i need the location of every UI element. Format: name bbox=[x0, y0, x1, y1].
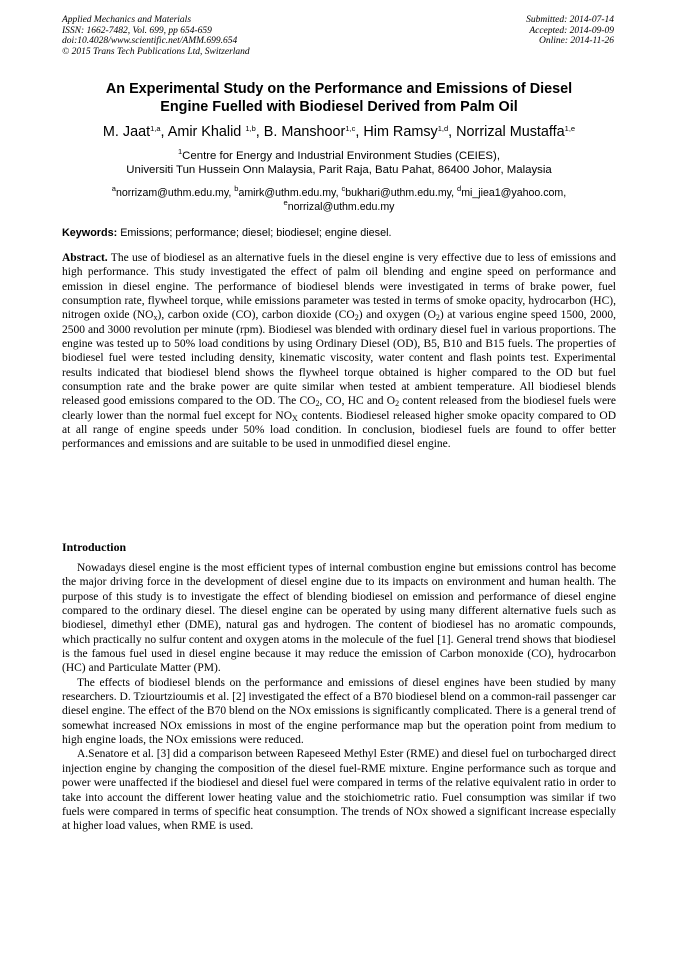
author-name: B. Manshoor bbox=[263, 124, 346, 140]
journal-issn: ISSN: 1662-7482, Vol. 699, pp 654-659 bbox=[62, 25, 212, 36]
author-list bbox=[30, 123, 648, 141]
abstract-text: ), carbon oxide (CO), carbon dioxide (CO bbox=[157, 309, 355, 322]
email-line-2 bbox=[40, 200, 638, 214]
author-name: Amir Khalid bbox=[167, 124, 246, 140]
author-affiliation-marker: 1,d bbox=[437, 124, 449, 133]
keywords-label: Keywords: bbox=[62, 227, 118, 239]
author-separator: , bbox=[355, 124, 364, 140]
email-separator: , bbox=[335, 187, 342, 199]
email-separator: , bbox=[563, 187, 567, 199]
author bbox=[264, 124, 364, 140]
email-address[interactable]: bukhari@uthm.edu.my bbox=[345, 187, 452, 199]
subscript: 2 bbox=[395, 399, 400, 409]
dates-header bbox=[526, 15, 614, 47]
subscript: X bbox=[292, 413, 298, 423]
email-entry bbox=[341, 184, 458, 199]
author-affiliation-marker: 1,a bbox=[150, 124, 161, 133]
email-marker: e bbox=[283, 198, 288, 207]
submitted-date: Submitted: 2014-07-14 bbox=[526, 15, 614, 25]
affiliation-marker: 1 bbox=[178, 147, 183, 156]
affiliation bbox=[40, 149, 638, 177]
body-paragraph: The effects of biodiesel blends on the performance and emissions of diesel engines have been studied by many researchers. D. Tziourtzioumis et al. [2] investigated the effect of a B70 biodiesel blend on a common-rail passenger car diesel engine. The effect of the B70 blend on the NOx emissions is significantly complicated. There is a general trend of somewhat increased NOx emissions in most of the engine performance map but the operation point from medium to high engine loads, the NOx emissions were reduced. bbox=[62, 676, 616, 747]
email-address[interactable]: norrizal@uthm.edu.my bbox=[287, 201, 395, 213]
author bbox=[168, 124, 264, 140]
abstract bbox=[62, 251, 616, 452]
title-line-1: An Experimental Study on the Performance and Emissions of Diesel bbox=[105, 81, 573, 97]
email-marker: b bbox=[234, 184, 239, 193]
author bbox=[103, 124, 168, 140]
email-line-1 bbox=[40, 186, 638, 200]
author-name: Norrizal Mustaffa bbox=[456, 124, 565, 140]
keywords-text: Emissions; performance; diesel; biodiesel; engine diesel. bbox=[117, 227, 392, 239]
email-entry bbox=[283, 198, 395, 213]
email-marker: a bbox=[111, 184, 116, 193]
abstract-text: contents. Biodiesel released higher smoke opacity compared to OD at all range of engine speeds under 50% load condition. In conclusion, biodiesel fuels are found to offer better performances and emissions and are suitable to be used in unmodified diesel engine. bbox=[62, 409, 616, 451]
abstract-text: The use of biodiesel as an alternative fuels in the diesel engine is very effective due to less of emissions and high performance. This study investigated the effect of palm oil blending and engine speed on performance and emission in diesel engine. The performance of biodiesel blends were investigated in terms of brake power, fuel consumption rate, flywheel torque, while emissions parameter was tested in terms of smoke opacity, hydrocarbon (HC), nitrogen oxide (NO bbox=[62, 252, 616, 322]
author-separator: , bbox=[160, 124, 168, 140]
affiliation-line-2: Universiti Tun Hussein Onn Malaysia, Parit Raja, Batu Pahat, 86400 Johor, Malaysia bbox=[126, 164, 552, 176]
subscript: 2 bbox=[435, 313, 440, 323]
abstract-text: ) and oxygen (O bbox=[358, 309, 436, 322]
section-heading-introduction: Introduction bbox=[62, 540, 127, 554]
abstract-text: , CO, HC and O bbox=[319, 395, 396, 408]
email-marker: d bbox=[457, 184, 462, 193]
author-separator: , bbox=[448, 124, 457, 140]
abstract-label: Abstract. bbox=[62, 252, 108, 264]
abstract-paragraph bbox=[62, 251, 616, 452]
email-address[interactable]: norrizam@uthm.edu.my bbox=[115, 187, 229, 199]
body-paragraph: Nowadays diesel engine is the most efficient types of internal combustion engine but emissions control has become the major driving force in the development of diesel engine due to its impacts on environment and human health. The purpose of this study is to investigate the effect of blending biodiesel on emission and performance of diesel engine compared to the ordinary diesel. The diesel engine can be operated by using many different alternative fuels such as biodiesel, dimethyl ether (DME), natural gas and hydrogen. The content of biodiesel has no aromatic compounds, which practically no sulfur content and oxygen atoms in the molecule of the fuel [1]. General trend shows that biodiesel is the famous fuel used in diesel engine because it may reduce the emission of Carbon monoxide (CO), hydrocarbon (HC) and Particulate Matter (PM). bbox=[62, 562, 616, 675]
email-marker: c bbox=[341, 184, 346, 193]
author bbox=[363, 124, 456, 140]
journal-header bbox=[62, 15, 250, 57]
title-line-2: Engine Fuelled with Biodiesel Derived from Palm Oil bbox=[160, 98, 518, 115]
journal-copyright: © 2015 Trans Tech Publications Ltd, Switzerland bbox=[62, 46, 250, 57]
email-entry bbox=[111, 184, 235, 199]
accepted-date: Accepted: 2014-09-09 bbox=[529, 25, 614, 36]
subscript: x bbox=[153, 313, 158, 323]
abstract-text: content released from the biodiesel fuels were clearly lower than the normal fuel except for NO bbox=[62, 395, 616, 422]
author-name: M. Jaat bbox=[102, 124, 151, 140]
author-affiliation-marker: 1,c bbox=[345, 124, 356, 133]
paper-title bbox=[40, 81, 638, 116]
body-paragraph: A.Senatore et al. [3] did a comparison between Rapeseed Methyl Ester (RME) and diesel fuel on turbocharged direct injection engine by changing the composition of the diesel fuel-RME mixture. Engine performance such as torque and power were unaffected if the biodiesel and diesel fuel were compared in terms of the relative equivalent ratio in order to take into account the different lower heating value and the stoichiometric ratio. Fuel consumption was similar if two fuels were compared in terms of specific heat consumption. The trends of NOx showed a significant increase especially at higher load values, when RME is used. bbox=[62, 748, 616, 833]
author-name: Him Ramsy bbox=[363, 124, 438, 140]
online-date: Online: 2014-11-26 bbox=[538, 36, 614, 46]
email-separator: , bbox=[451, 187, 458, 199]
affiliation-text-1: Centre for Energy and Industrial Environment Studies (CEIES), bbox=[182, 150, 500, 162]
subscript: 2 bbox=[354, 313, 359, 323]
author-separator: , bbox=[255, 124, 264, 140]
author bbox=[456, 124, 575, 140]
journal-name: Applied Mechanics and Materials bbox=[62, 15, 192, 25]
keywords bbox=[62, 226, 618, 240]
abstract-text: ) at various engine speed 1500, 2000, 2500 and 3000 revolution per minute (rpm). Biodiesel was blended with ordinary diesel fuel in various proportions. The engine was tested up to 50% load conditions by using Ordinary Diesel (OD), B5, B10 and B15 fuels. The properties of biodiesel fuel were tested including density, kinematic viscosity, water content and flash points test. Experimental results indicated that biodiesel blend shows the flywheel torque obtained is higher compared to the OD but fuel consumption rate and the brake power are quite similar when tested at ambient temperature. All biodiesel blends released good emissions compared to the OD. The CO bbox=[62, 309, 616, 408]
email-separator: , bbox=[228, 187, 235, 199]
email-address[interactable]: mi_jiea1@yahoo.com bbox=[461, 187, 564, 199]
affiliation-line-1 bbox=[40, 149, 638, 163]
author-affiliation-marker: 1,b bbox=[245, 124, 256, 133]
journal-doi: doi:10.4028/www.scientific.net/AMM.699.654 bbox=[62, 36, 238, 46]
email-list bbox=[40, 186, 638, 214]
subscript: 2 bbox=[315, 399, 320, 409]
author-affiliation-marker: 1,e bbox=[564, 124, 576, 133]
email-address[interactable]: amirk@uthm.edu.my bbox=[238, 187, 336, 199]
introduction-section bbox=[62, 561, 616, 834]
email-entry bbox=[457, 184, 567, 199]
